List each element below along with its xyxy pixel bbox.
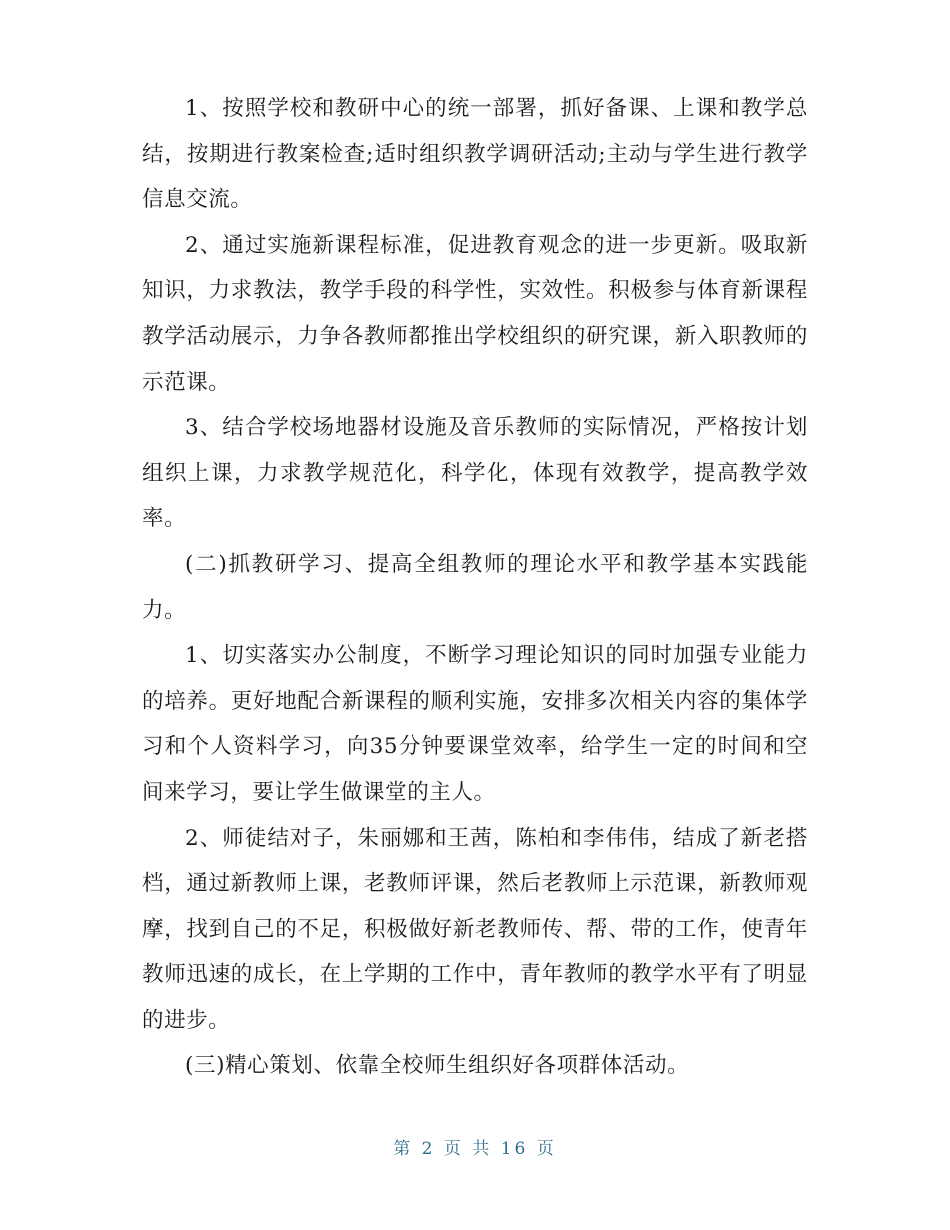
paragraph: 3、结合学校场地器材设施及音乐教师的实际情况，严格按计划组织上课，力求教学规范化，科学化，体现有效教学，提高教学效率。 [142, 415, 808, 532]
section-heading: (三)精心策划、依靠全校师生组织好各项群体活动。 [185, 1053, 690, 1079]
document-body [142, 86, 808, 1089]
section-heading: (二)抓教研学习、提高全组教师的理论水平和教学基本实践能力。 [142, 551, 808, 623]
paragraph: 2、师徒结对子，朱丽娜和王茜，陈柏和李伟伟，结成了新老搭档，通过新教师上课，老教师评课，然后老教师上示范课，新教师观摩，找到自己的不足，积极做好新老教师传、帮、带的工作，使青年教师迅速的成长，在上学期的工作中，青年教师的教学水平有了明显的进步。 [142, 825, 808, 1033]
paragraph: 1、按照学校和教研中心的统一部署，抓好备课、上课和教学总结，按期进行教案检查;适时组织教学调研活动;主动与学生进行教学信息交流。 [142, 96, 808, 213]
paragraph: 2、通过实施新课程标准，促进教育观念的进一步更新。吸取新知识，力求教法，教学手段的科学性，实效性。积极参与体育新课程教学活动展示，力争各教师都推出学校组织的研究课，新入职教师的示范课。 [142, 232, 808, 395]
paragraph: 1、切实落实办公制度，不断学习理论知识的同时加强专业能力的培养。更好地配合新课程的顺利实施，安排多次相关内容的集体学习和个人资料学习，向35分钟要课堂效率，给学生一定的时间和空间来学习，要让学生做课堂的主人。 [142, 643, 808, 805]
page-number-footer: 第 2 页 共 16 页 [393, 1139, 557, 1159]
